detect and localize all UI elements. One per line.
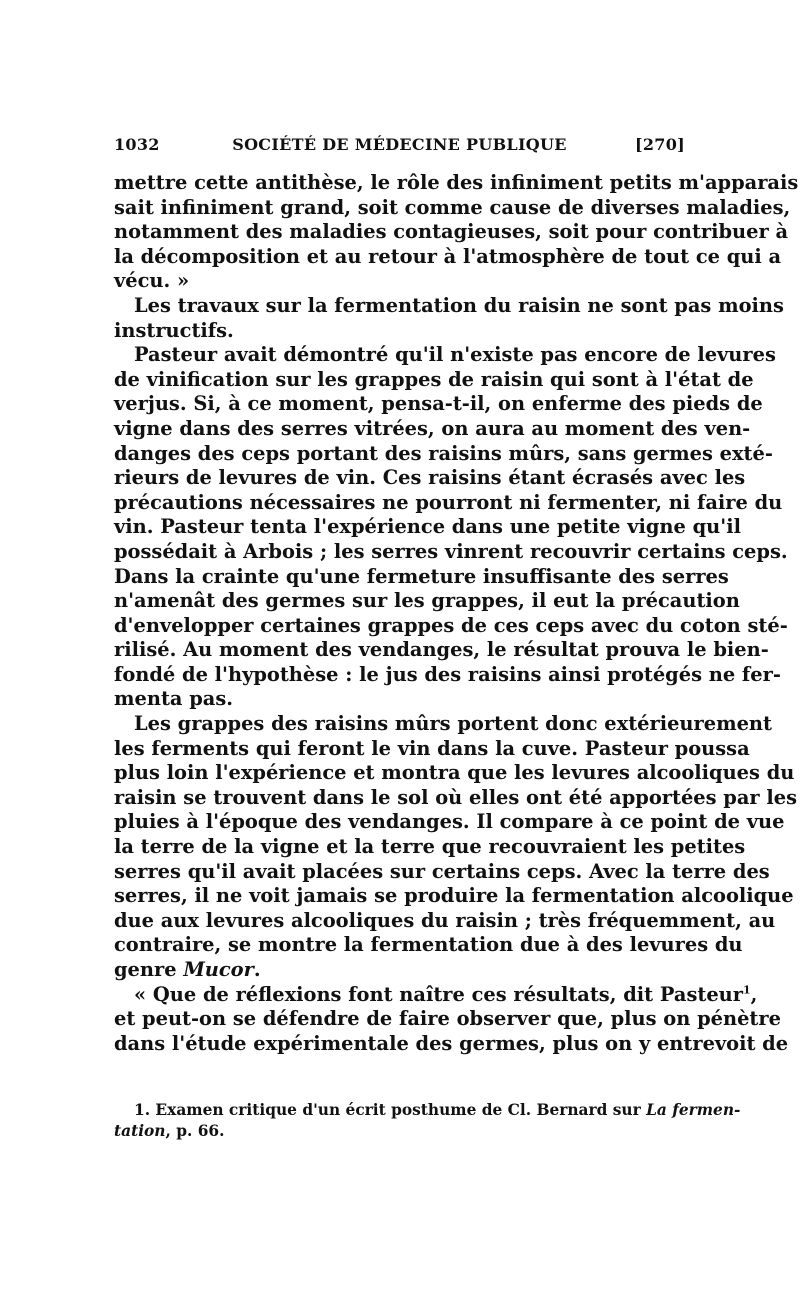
text-segment: , p. 66. [165, 1122, 225, 1140]
text-line: raisin se trouvent dans le sol où elles ont été apportées par les [114, 785, 798, 809]
text-line: vigne dans des serres vitrées, on aura au moment des ven- [114, 416, 751, 440]
footnote-line [114, 1121, 686, 1142]
paragraph [114, 982, 789, 1057]
text-segment: « Que de réflexions font naître ces résultats, dit Pasteur [134, 982, 743, 1006]
text-line: serres, il ne voit jamais se produire la fermentation alcoolique [114, 884, 794, 908]
text-segment: , [750, 982, 758, 1006]
text-line [114, 958, 686, 983]
body-text [114, 171, 799, 1056]
text-line: Dans la crainte qu'une fermeture insuffisante des serres [114, 564, 729, 588]
page-header [114, 135, 685, 161]
text-line: verjus. Si, à ce moment, pensa-t-il, on enferme des pieds de [114, 392, 763, 416]
text-line: contraire, se montre la fermentation due à des levures du [114, 933, 743, 957]
text-line: et peut-on se défendre de faire observer que, plus on pénètre [114, 1007, 781, 1031]
text-line: plus loin l'expérience et montra que les levures alcooliques du [114, 761, 795, 785]
text-line: vécu. » [114, 269, 190, 293]
footnote-reference[interactable]: 1 [743, 983, 751, 997]
paragraph [114, 293, 784, 343]
text-line: pluies à l'époque des vendanges. Il compare à ce point de vue [114, 810, 785, 834]
text-line: rilisé. Au moment des vendanges, le résultat prouva le bien- [114, 638, 769, 662]
text-line: possédait à Arbois ; les serres vinrent recouvrir certains ceps. [114, 539, 788, 563]
page-number: 1032 [114, 135, 160, 154]
text-line: les ferments qui feront le vin dans la cuve. Pasteur poussa [114, 736, 750, 760]
text-line: la terre de la vigne et la terre que recouvraient les petites [114, 835, 746, 859]
running-title: SOCIÉTÉ DE MÉDECINE PUBLIQUE [232, 135, 567, 154]
italic-title: La fermen- [646, 1101, 741, 1119]
paragraph [114, 171, 799, 294]
text-line: vin. Pasteur tenta l'expérience dans une petite vigne qu'il [114, 515, 741, 539]
italic-genus-name: Mucor [183, 958, 254, 981]
text-line: n'amenât des germes sur les grappes, il eut la précaution [114, 589, 740, 613]
text-line: Les grappes des raisins mûrs portent donc extérieurement [134, 712, 772, 736]
italic-title: tation [114, 1122, 166, 1140]
text-line: serres qu'il avait placées sur certains ceps. Avec la terre des [114, 859, 770, 883]
text-line: due aux levures alcooliques du raisin ; très fréquemment, au [114, 908, 776, 932]
text-line: précautions nécessaires ne pourront ni fermenter, ni faire du [114, 490, 783, 514]
text-segment: . [253, 958, 261, 981]
text-line: instructifs. [114, 318, 234, 342]
text-line: menta pas. [114, 687, 234, 711]
text-line: rieurs de levures de vin. Ces raisins étant écrasés avec les [114, 466, 746, 490]
footnote-line [114, 1100, 741, 1121]
text-line [114, 982, 758, 1008]
text-line: fondé de l'hypothèse : le jus des raisins ainsi protégés ne fer- [114, 662, 781, 686]
footnote [114, 1100, 741, 1142]
text-line: dans l'étude expérimentale des germes, plus on y entrevoit de [114, 1031, 789, 1055]
text-line: de vinification sur les grappes de raisin qui sont à l'état de [114, 367, 754, 391]
text-segment: 1. Examen critique d'un écrit posthume de Cl. Bernard sur [134, 1101, 647, 1119]
paragraph [114, 712, 798, 983]
text-segment: genre [114, 958, 184, 981]
text-line: Les travaux sur la fermentation du raisin ne sont pas moins [134, 293, 784, 317]
original-page-number: [270] [634, 135, 685, 154]
text-line: Pasteur avait démontré qu'il n'existe pas encore de levures [134, 343, 776, 367]
text-line: danges des ceps portant des raisins mûrs, sans germes exté- [114, 441, 773, 465]
text-line: sait infiniment grand, soit comme cause de diverses maladies, [114, 195, 791, 219]
text-line: d'envelopper certaines grappes de ces ceps avec du coton sté- [114, 613, 788, 637]
text-line: mettre cette antithèse, le rôle des infiniment petits m'apparais [114, 171, 799, 194]
text-line: notamment des maladies contagieuses, soit pour contribuer à [114, 220, 789, 244]
text-line: la décomposition et au retour à l'atmosphère de tout ce qui a [114, 244, 782, 268]
paragraph [114, 343, 788, 712]
